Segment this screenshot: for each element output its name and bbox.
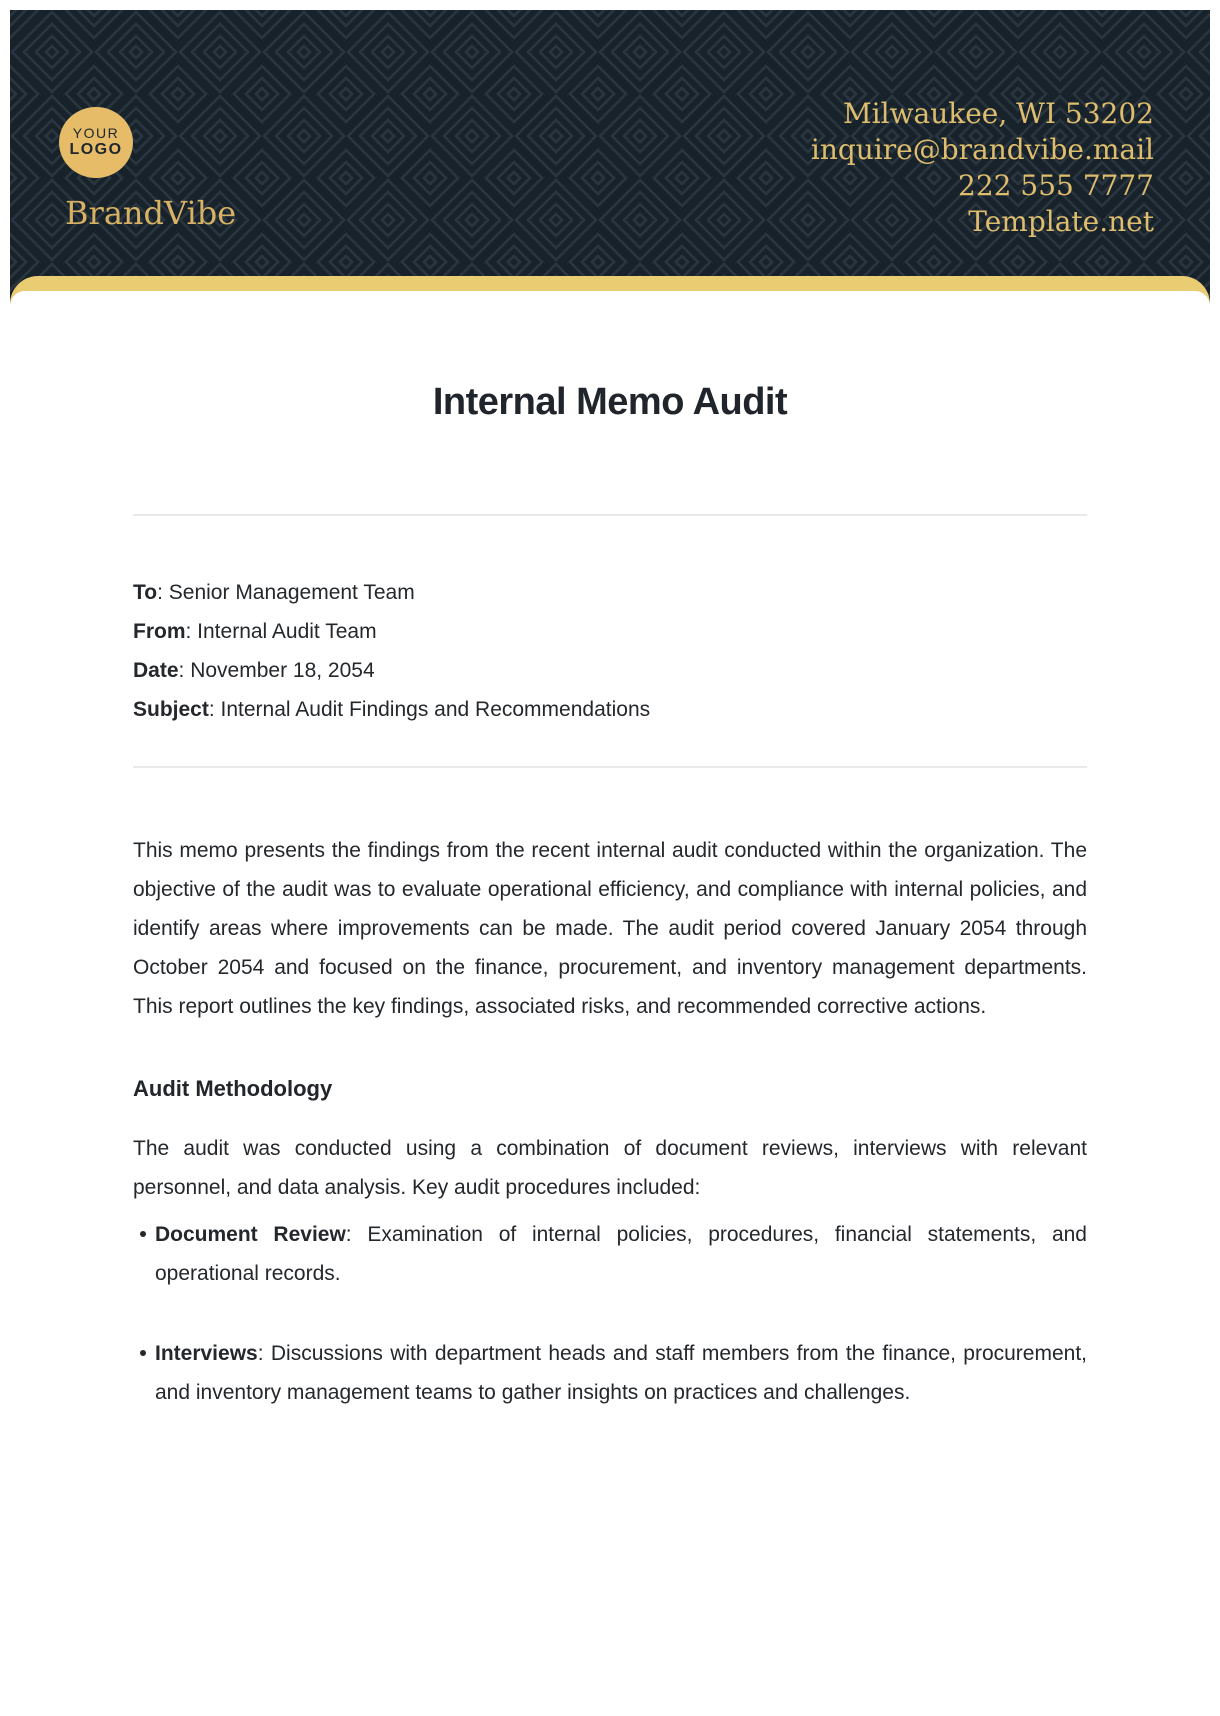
memo-separator: : (178, 659, 191, 682)
contact-website: Template.net (968, 205, 1154, 238)
brand-name: BrandVibe (65, 194, 237, 232)
memo-label: To (133, 581, 158, 604)
bullet-dot-icon (140, 1231, 146, 1237)
letterhead (10, 10, 1210, 306)
memo-value: Internal Audit Team (197, 620, 377, 643)
logo-text-logo: LOGO (69, 141, 123, 158)
bullet-separator: : (257, 1342, 271, 1365)
memo-row-to (133, 573, 1087, 612)
contact-phone: 222 555 7777 (958, 169, 1154, 202)
document-title: Internal Memo Audit (432, 381, 788, 423)
bullet-item (133, 1215, 1087, 1293)
memo-label: From (133, 620, 186, 643)
contact-address: Milwaukee, WI 53202 (843, 97, 1154, 130)
contact-email: inquire@brandvibe.mail (810, 133, 1154, 166)
section-heading: Audit Methodology (133, 1076, 333, 1101)
memo-label: Date (133, 659, 179, 682)
bullet-text: Discussions with department heads and staff members from the finance, procurement, and inventory management teams to gather insights on practices and challenges. (155, 1342, 1088, 1404)
bullet-separator: : (345, 1223, 368, 1246)
memo-separator: : (157, 581, 169, 604)
memo-row-from (133, 612, 1087, 651)
white-curve-decoration (10, 291, 1210, 306)
divider-bottom (133, 766, 1087, 768)
memo-fields (133, 573, 1087, 729)
section-paragraph: The audit was conducted using a combination of document reviews, interviews with relevant personnel, and data analysis. Key audit procedures included: (133, 1137, 1087, 1199)
bullet-label: Document Review (155, 1223, 346, 1246)
memo-value: Internal Audit Findings and Recommendations (220, 698, 651, 721)
logo-badge (59, 107, 133, 178)
contact-block (811, 96, 1154, 240)
memo-separator: : (208, 698, 221, 721)
memo-value: November 18, 2054 (190, 659, 375, 682)
bullet-item (133, 1334, 1087, 1412)
document-body (133, 306, 1087, 1412)
divider-top (133, 514, 1087, 516)
logo-text-your: YOUR (72, 125, 120, 141)
memo-value: Senior Management Team (168, 581, 415, 604)
memo-row-subject (133, 690, 1087, 729)
memo-row-date (133, 651, 1087, 690)
bullet-text: Examination of internal policies, procedures, financial statements, and operational records. (155, 1223, 1087, 1285)
bullet-dot-icon (140, 1350, 146, 1356)
intro-paragraph: This memo presents the findings from the recent internal audit conducted within the organization. The objective of the audit was to evaluate operational efficiency, and compliance with internal policies, and identify areas where improvements can be made. The audit period covered January 2054 through October 2054 and focused on the finance, procurement, and inventory management departments. This report outlines the key findings, associated risks, and recommended corrective actions. (133, 839, 1087, 1018)
memo-separator: : (185, 620, 198, 643)
bullet-list (133, 1215, 1087, 1412)
memo-label: Subject (133, 698, 209, 721)
bullet-label: Interviews (155, 1342, 258, 1365)
